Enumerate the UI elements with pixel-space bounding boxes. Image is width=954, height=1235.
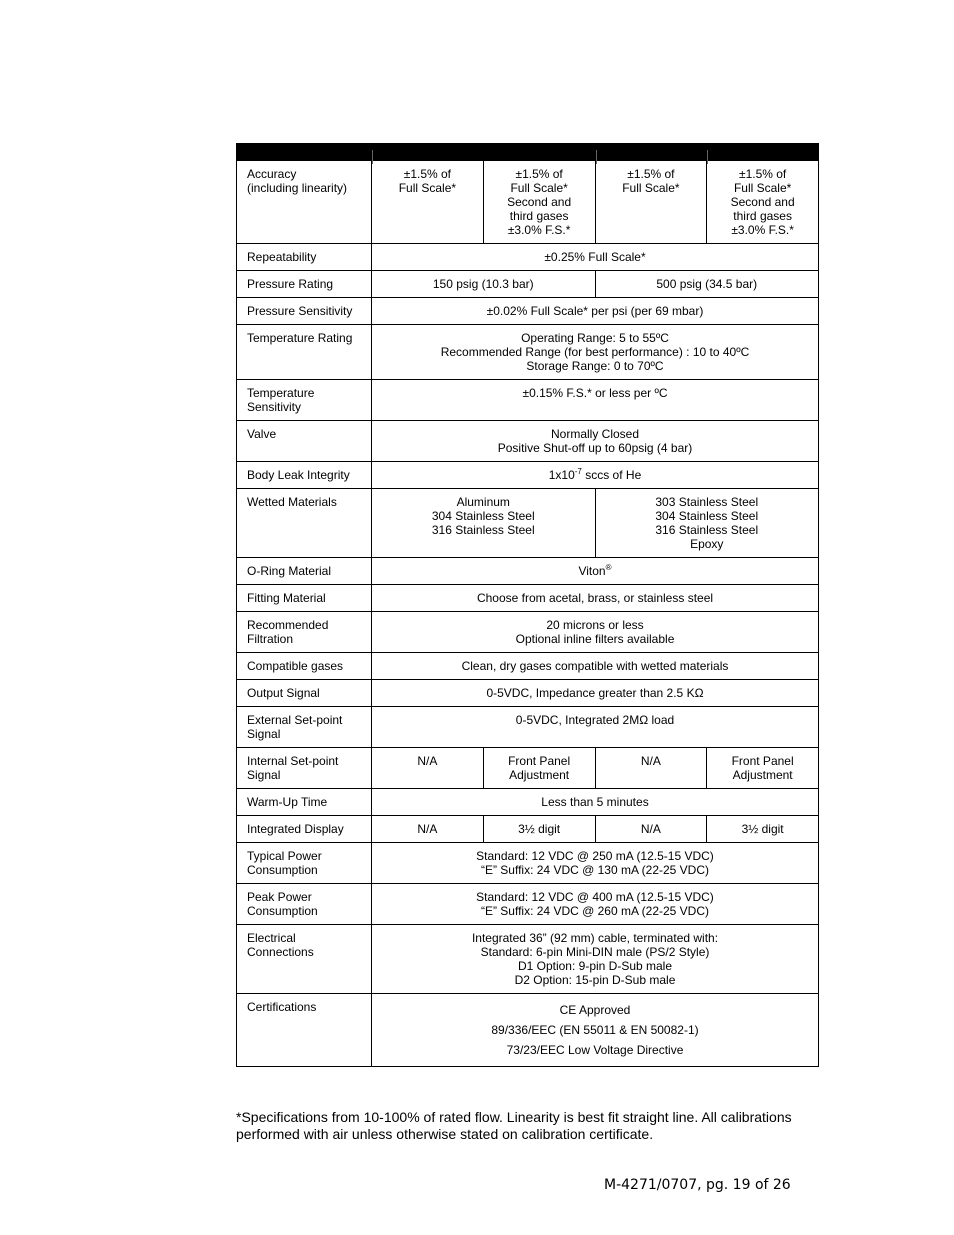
row-value: Standard: 12 VDC @ 250 mA (12.5-15 VDC) “E” Suffix: 24 VDC @ 130 mA (22-25 VDC) — [372, 843, 819, 884]
value-superscript: ® — [605, 563, 612, 572]
row-label: Peak Power Consumption — [237, 884, 372, 925]
row-label: Wetted Materials — [237, 489, 372, 558]
row-value: Integrated 36” (92 mm) cable, terminated with: Standard: 6-pin Mini-DIN male (PS/2 Style) D1 Option: 9-pin D-Sub male D2 Option: 15-pin D-Sub male — [372, 925, 819, 994]
header-cell — [483, 144, 595, 161]
table-row — [237, 884, 819, 925]
row-label: Certifications — [237, 994, 372, 1067]
table-row — [237, 271, 819, 298]
row-label: Pressure Sensitivity — [237, 298, 372, 325]
row-value: Aluminum 304 Stainless Steel 316 Stainless Steel — [372, 489, 596, 558]
row-label: Warm-Up Time — [237, 789, 372, 816]
row-value: 20 microns or less Optional inline filters available — [372, 612, 819, 653]
row-value: ±0.15% F.S.* or less per ºC — [372, 380, 819, 421]
row-label: Repeatability — [237, 244, 372, 271]
row-value: ±0.25% Full Scale* — [372, 244, 819, 271]
row-value: 500 psig (34.5 bar) — [595, 271, 819, 298]
table-row — [237, 816, 819, 843]
row-value — [372, 462, 819, 489]
row-label: Body Leak Integrity — [237, 462, 372, 489]
specifications-table — [236, 143, 819, 1067]
row-value: Front Panel Adjustment — [483, 748, 595, 789]
row-value: ±1.5% of Full Scale* — [595, 161, 707, 244]
row-value: N/A — [595, 748, 707, 789]
row-value: Normally Closed Positive Shut-off up to 60psig (4 bar) — [372, 421, 819, 462]
footnote: *Specifications from 10-100% of rated flow. Linearity is best fit straight line. All calibrations performed with air unless otherwise stated on calibration certificate. — [236, 1109, 792, 1142]
table-row — [237, 707, 819, 748]
row-value: 3½ digit — [483, 816, 595, 843]
table-row — [237, 421, 819, 462]
table-row — [237, 789, 819, 816]
row-value: Clean, dry gases compatible with wetted materials — [372, 653, 819, 680]
row-label: Temperature Rating — [237, 325, 372, 380]
table-row — [237, 585, 819, 612]
row-value: N/A — [372, 748, 484, 789]
row-label: Internal Set-point Signal — [237, 748, 372, 789]
table-row — [237, 843, 819, 884]
row-label: O-Ring Material — [237, 558, 372, 585]
value-text: 1x10 — [548, 468, 575, 482]
value-text: sccs of He — [581, 468, 642, 482]
row-label: Accuracy (including linearity) — [237, 161, 372, 244]
table-row — [237, 612, 819, 653]
page-number: M-4271/0707, pg. 19 of 26 — [604, 1177, 791, 1193]
row-value: ±0.02% Full Scale* per psi (per 69 mbar) — [372, 298, 819, 325]
row-label: Recommended Filtration — [237, 612, 372, 653]
row-label: Temperature Sensitivity — [237, 380, 372, 421]
value-text: Viton — [578, 564, 606, 578]
row-value: Front Panel Adjustment — [707, 748, 819, 789]
row-value: ±1.5% of Full Scale* Second and third gases ±3.0% F.S.* — [707, 161, 819, 244]
table-header-row — [237, 144, 819, 161]
specifications-table-body — [237, 144, 819, 1067]
table-row — [237, 244, 819, 271]
row-value: Choose from acetal, brass, or stainless steel — [372, 585, 819, 612]
table-row — [237, 161, 819, 244]
row-value: ±1.5% of Full Scale* Second and third gases ±3.0% F.S.* — [483, 161, 595, 244]
row-value: 3½ digit — [707, 816, 819, 843]
row-value: Operating Range: 5 to 55ºC Recommended Range (for best performance) : 10 to 40ºC Storage Range: 0 to 70ºC — [372, 325, 819, 380]
row-label: Typical Power Consumption — [237, 843, 372, 884]
table-row — [237, 653, 819, 680]
row-value — [372, 558, 819, 585]
table-row — [237, 489, 819, 558]
table-row — [237, 748, 819, 789]
row-label: Electrical Connections — [237, 925, 372, 994]
row-value: 303 Stainless Steel 304 Stainless Steel 316 Stainless Steel Epoxy — [595, 489, 819, 558]
row-label: Integrated Display — [237, 816, 372, 843]
table-row — [237, 994, 819, 1067]
row-label: Output Signal — [237, 680, 372, 707]
table-row — [237, 298, 819, 325]
table-row — [237, 380, 819, 421]
certification-line: 73/23/EEC Low Voltage Directive — [506, 1043, 684, 1057]
certification-line: 89/336/EEC (EN 55011 & EN 50082-1) — [491, 1023, 699, 1037]
header-cell — [707, 144, 819, 161]
table-row — [237, 680, 819, 707]
certification-line: CE Approved — [559, 1003, 631, 1017]
row-value: 0-5VDC, Integrated 2MΩ load — [372, 707, 819, 748]
row-value: N/A — [372, 816, 484, 843]
row-value: 0-5VDC, Impedance greater than 2.5 KΩ — [372, 680, 819, 707]
table-row — [237, 325, 819, 380]
header-cell — [595, 144, 707, 161]
row-label: Valve — [237, 421, 372, 462]
table-row — [237, 925, 819, 994]
row-value: Less than 5 minutes — [372, 789, 819, 816]
row-label: External Set-point Signal — [237, 707, 372, 748]
row-value: ±1.5% of Full Scale* — [372, 161, 484, 244]
row-value: Standard: 12 VDC @ 400 mA (12.5-15 VDC) “E” Suffix: 24 VDC @ 260 mA (22-25 VDC) — [372, 884, 819, 925]
row-label: Fitting Material — [237, 585, 372, 612]
table-row — [237, 462, 819, 489]
row-value: 150 psig (10.3 bar) — [372, 271, 596, 298]
row-value: N/A — [595, 816, 707, 843]
row-value — [372, 994, 819, 1067]
table-row — [237, 558, 819, 585]
header-cell — [237, 144, 372, 161]
header-cell — [372, 144, 484, 161]
row-label: Pressure Rating — [237, 271, 372, 298]
row-label: Compatible gases — [237, 653, 372, 680]
value-superscript: -7 — [574, 467, 582, 476]
